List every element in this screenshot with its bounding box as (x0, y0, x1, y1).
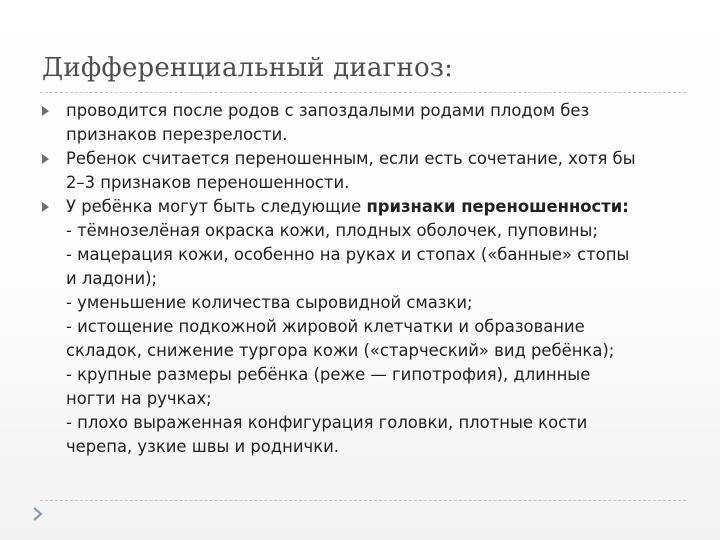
triangle-right-icon (42, 106, 49, 116)
bullet-line: Ребенок считается переношенным, если есть сочетание, хотя бы (66, 149, 636, 168)
footer-divider (40, 500, 686, 501)
symptom-line: и ладони); (66, 269, 158, 288)
symptom-line: - истощение подкожной жировой клетчатки и образование (66, 317, 585, 336)
bullet-line: 2–3 признаков переношенности. (66, 173, 350, 192)
symptom-line: - уменьшение количества сыровидной смазки; (66, 293, 473, 312)
bullet-line: проводится после родов с запоздалыми родами плодом без (66, 101, 590, 120)
symptom-line: ногти на ручках; (66, 389, 212, 408)
triangle-right-icon (42, 154, 49, 164)
symptom-line: складок, снижение тургора кожи («старческий» вид ребёнка); (66, 341, 615, 360)
triangle-right-icon (42, 202, 49, 212)
title-divider (40, 92, 686, 93)
symptom-line: - тёмнозелёная окраска кожи, плодных оболочек, пуповины; (66, 221, 598, 240)
bullet-item (42, 147, 682, 195)
chevron-right-icon[interactable] (30, 506, 46, 522)
bullet-bold-text: признаки переношенности: (366, 197, 629, 216)
bullet-list (42, 99, 682, 459)
bullet-line (66, 195, 682, 219)
symptom-line: - крупные размеры ребёнка (реже — гипотрофия), длинные (66, 365, 591, 384)
bullet-item (42, 99, 682, 147)
bullet-text: У ребёнка могут быть следующие (66, 197, 367, 216)
slide-title: Дифференциальный диагноз: (42, 53, 454, 83)
symptom-line: черепа, узкие швы и роднички. (66, 437, 339, 456)
bullet-item (42, 195, 682, 459)
bullet-line: признаков перезрелости. (66, 125, 288, 144)
symptom-line: - мацерация кожи, особенно на руках и стопах («банные» стопы (66, 245, 630, 264)
symptom-line: - плохо выраженная конфигурация головки, плотные кости (66, 413, 588, 432)
